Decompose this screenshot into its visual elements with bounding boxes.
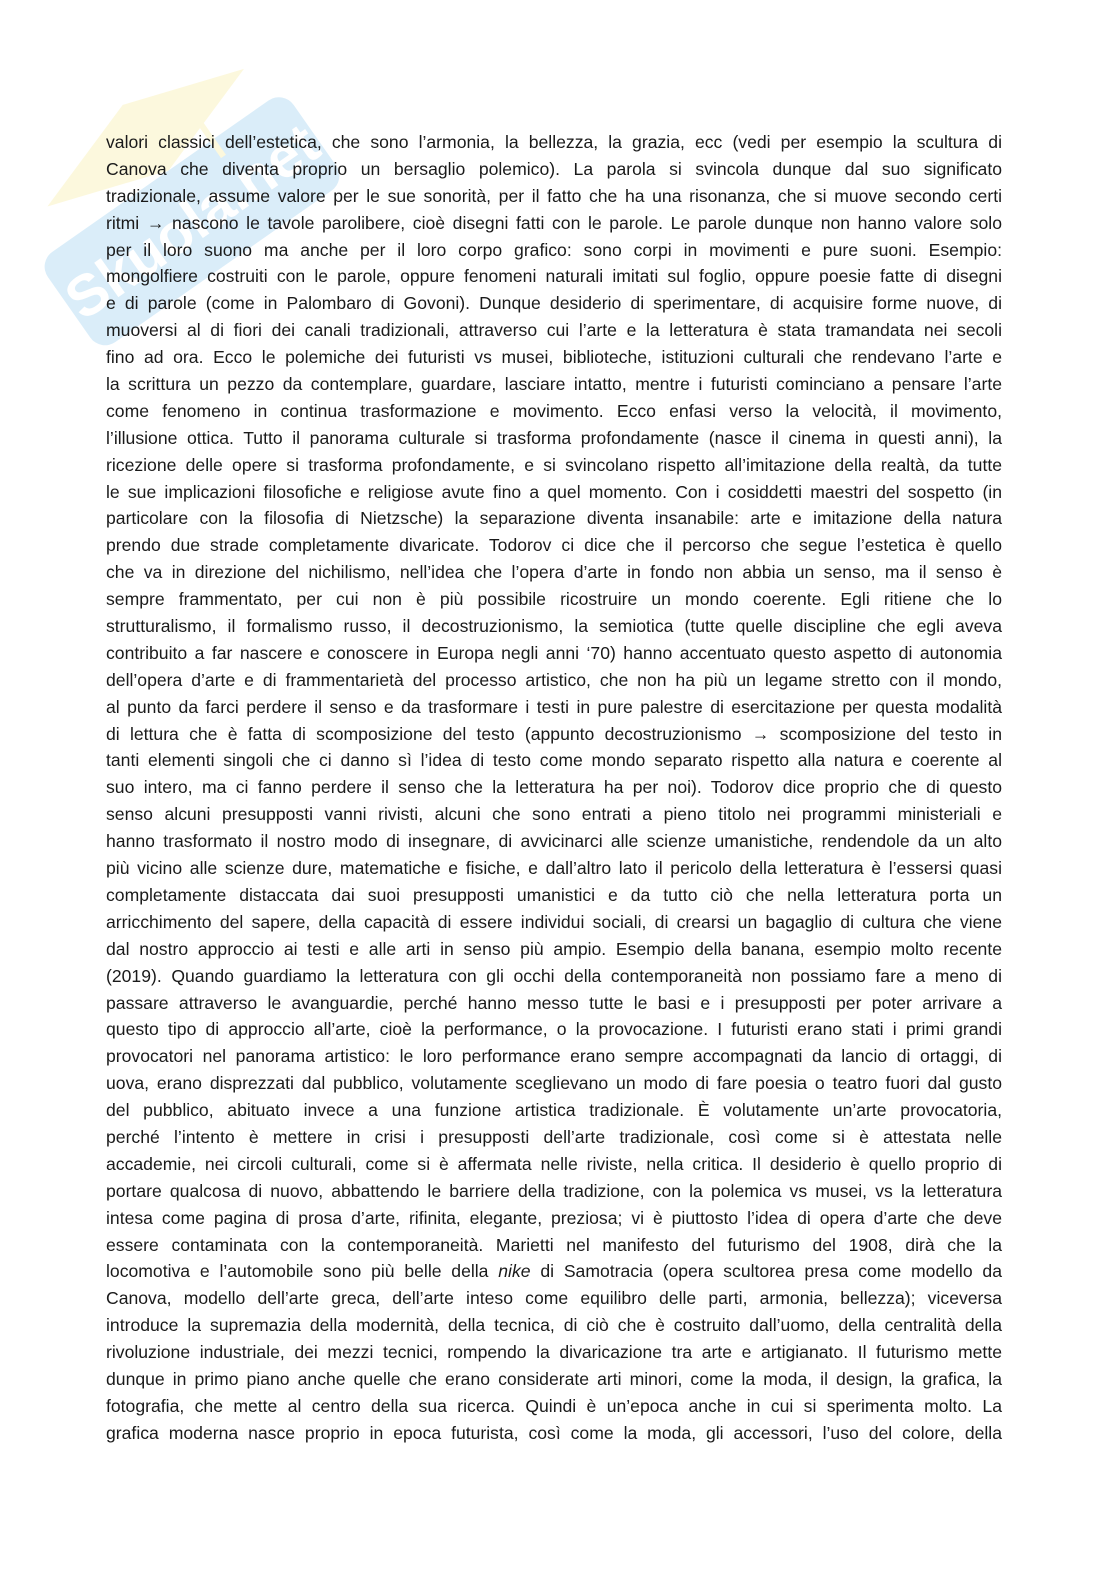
- text-line: fotografia, che mette al centro della sua ricerca. Quindi è un’epoca anche in cui si sperimenta molto. La: [106, 1395, 1002, 1416]
- text-line: strutturalismo, il formalismo russo, il decostruzionismo, la semiotica (tutte quelle discipline che egli aveva: [106, 616, 1002, 637]
- text-line: l’illusione ottica. Tutto il panorama culturale si trasforma profondamente (nasce il cinema in questi anni), la: [106, 427, 1002, 448]
- watermark-text: Skuola.net: [53, 110, 332, 333]
- text-line: dunque in primo piano anche quelle che erano considerate arti minori, come la moda, il design, la grafica, la: [106, 1368, 1002, 1389]
- text-line: del pubblico, abituato invece a una funzione artistica tradizionale. È volutamente un’arte provocatoria,: [106, 1100, 1002, 1121]
- text-line: (2019). Quando guardiamo la letteratura con gli occhi della contemporaneità non possiamo fare a meno di: [106, 965, 1002, 986]
- text-line: come fenomeno in continua trasformazione e movimento. Ecco enfasi verso la velocità, il movimento,: [106, 400, 1002, 421]
- text-line: per il loro suono ma anche per il loro corpo grafico: sono corpi in movimenti e pure suoni. Esempio:: [106, 239, 1002, 260]
- text-line: questo tipo di approccio all’arte, cioè la performance, o la provocazione. I futuristi erano stati i primi grandi: [106, 1019, 1002, 1040]
- text-line: le sue implicazioni filosofiche e religiose avute fino a quel momento. Con i cosiddetti maestri del sospetto (in: [106, 481, 1002, 502]
- text-line: perché l’intento è mettere in crisi i presupposti dell’arte tradizionale, così come si è attestata nelle: [106, 1126, 1002, 1147]
- text-line: completamente distaccata dai suoi presupposti umanistici e da tutto ciò che nella letteratura porta un: [106, 884, 1002, 905]
- text-line: più vicino alle scienze dure, matematiche e fisiche, e dall’altro lato il pericolo della letteratura è l’essersi quasi: [106, 858, 1002, 879]
- text-line: tanti elementi singoli che ci danno sì l’idea di testo come mondo separato rispetto alla natura e coerente al: [106, 750, 1002, 771]
- text-line: locomotiva e l’automobile sono più belle della nike di Samotracia (opera scultorea presa come modello da: [106, 1261, 1002, 1282]
- text-line: sempre frammentato, per cui non è più possibile ricostruire un mondo coerente. Egli ritiene che lo: [106, 589, 1002, 610]
- text-line: ritmi → nascono le tavole parolibere, cioè disegni fatti con le parole. Le parole dunque non hanno valore solo: [106, 212, 1002, 233]
- text-line: tradizionale, assume valore per le sue sonorità, per il fatto che ha una risonanza, che si muove secondo certi: [106, 185, 1002, 206]
- text-line: fino ad ora. Ecco le polemiche dei futuristi vs musei, biblioteche, istituzioni culturali che rendevano l’arte e: [106, 347, 1002, 368]
- document-body: [106, 129, 1002, 1447]
- text-line: Canova, modello dell’arte greca, dell’arte inteso come equilibro delle parti, armonia, bellezza); viceversa: [106, 1288, 1002, 1309]
- text-line: e di parole (come in Palombaro di Govoni). Dunque desiderio di sperimentare, di acquisire forme nuove, di: [106, 293, 1002, 314]
- text-line: portare qualcosa di nuovo, abbattendo le barriere della tradizione, con la polemica vs musei, vs la letteratura: [106, 1180, 1002, 1201]
- text-line: passare attraverso le avanguardie, perché hanno messo tutte le basi e i presupposti per poter arrivare a: [106, 992, 1002, 1013]
- text-line: prendo due strade completamente divaricate. Todorov ci dice che il percorso che segue l’estetica è quello: [106, 535, 1002, 556]
- text-line: introduce la supremazia della modernità, della tecnica, di ciò che è costruito dall’uomo, della centralità della: [106, 1315, 1002, 1336]
- text-line: uova, erano disprezzati dal pubblico, volutamente sceglievano un modo di fare poesia o teatro fuori dal gusto: [106, 1073, 1002, 1094]
- text-line: essere contaminata con la contemporaneità. Marietti nel manifesto del futurismo del 1908, dirà che la: [106, 1234, 1002, 1255]
- text-line: hanno trasformato il nostro modo di insegnare, di avvicinarci alle scienze umanistiche, rendendole da un alto: [106, 831, 1002, 852]
- text-line: dell’opera d’arte e di frammentarietà del processo artistico, che non ha più un legame stretto con il mondo,: [106, 669, 1002, 690]
- text-line: accademie, nei circoli culturali, come si è affermata nelle riviste, nella critica. Il desiderio è quello proprio di: [106, 1153, 1002, 1174]
- text-line: arricchimento del sapere, della capacità di essere individui sociali, di crearsi un bagaglio di cultura che viene: [106, 911, 1002, 932]
- text-line: mongolfiere costruiti con le parole, oppure fenomeni naturali imitati sul foglio, oppure poesie fatte di disegni: [106, 266, 1002, 287]
- text-line: particolare con la filosofia di Nietzsche) la separazione diventa insanabile: arte e imitazione della natura: [106, 508, 1002, 529]
- text-line: intesa come pagina di prosa d’arte, rifinita, elegante, preziosa; vi è piuttosto l’idea di opera d’arte che deve: [106, 1207, 1002, 1228]
- text-line: senso alcuni presupposti vanni rivisti, alcuni che sono entrati a pieno titolo nei programmi ministeriali e: [106, 804, 1002, 825]
- text-line: contribuito a far nascere e conoscere in Europa negli anni ‘70) hanno accentuato questo aspetto di autonomia: [106, 642, 1002, 663]
- text-line: la scrittura un pezzo da contemplare, guardare, lasciare intatto, mentre i futuristi cominciano a pensare l’arte: [106, 374, 1002, 395]
- text-line: ricezione delle opere si trasforma profondamente, e si svincolano rispetto all’imitazione della realtà, da tutte: [106, 454, 1002, 475]
- text-line: grafica moderna nasce proprio in epoca futurista, così come la moda, gli accessori, l’uso del colore, della: [106, 1422, 1002, 1443]
- text-line: di lettura che è fatta di scomposizione del testo (appunto decostruzionismo → scomposizione del testo in: [106, 723, 1002, 744]
- text-line: dal nostro approccio ai testi e alle arti in senso più ampio. Esempio della banana, esempio molto recente: [106, 938, 1002, 959]
- text-line: rivoluzione industriale, dei mezzi tecnici, rompendo la divaricazione tra arte e artigianato. Il futurismo mette: [106, 1342, 1002, 1363]
- text-line: muoversi al di fiori dei canali tradizionali, attraverso cui l’arte e la letteratura è stata tramandata nei secoli: [106, 320, 1002, 341]
- text-line: provocatori nel panorama artistico: le loro performance erano sempre accompagnati da lancio di ortaggi, di: [106, 1046, 1002, 1067]
- text-line: suo intero, ma ci fanno perdere il senso che la letteratura ha per noi). Todorov dice proprio che di questo: [106, 777, 1002, 798]
- text-line: al punto da farci perdere il senso e da trasformare i testi in pure palestre di esercitazione per questa modalità: [106, 696, 1002, 717]
- text-line: Canova che diventa proprio un bersaglio polemico). La parola si svincola dunque dal suo significato: [106, 158, 1002, 179]
- text-line: che va in direzione del nichilismo, nell’idea che l’opera d’arte in fondo non abbia un senso, ma il senso è: [106, 562, 1002, 583]
- text-line: valori classici dell’estetica, che sono l’armonia, la bellezza, la grazia, ecc (vedi per esempio la scultura di: [106, 132, 1002, 152]
